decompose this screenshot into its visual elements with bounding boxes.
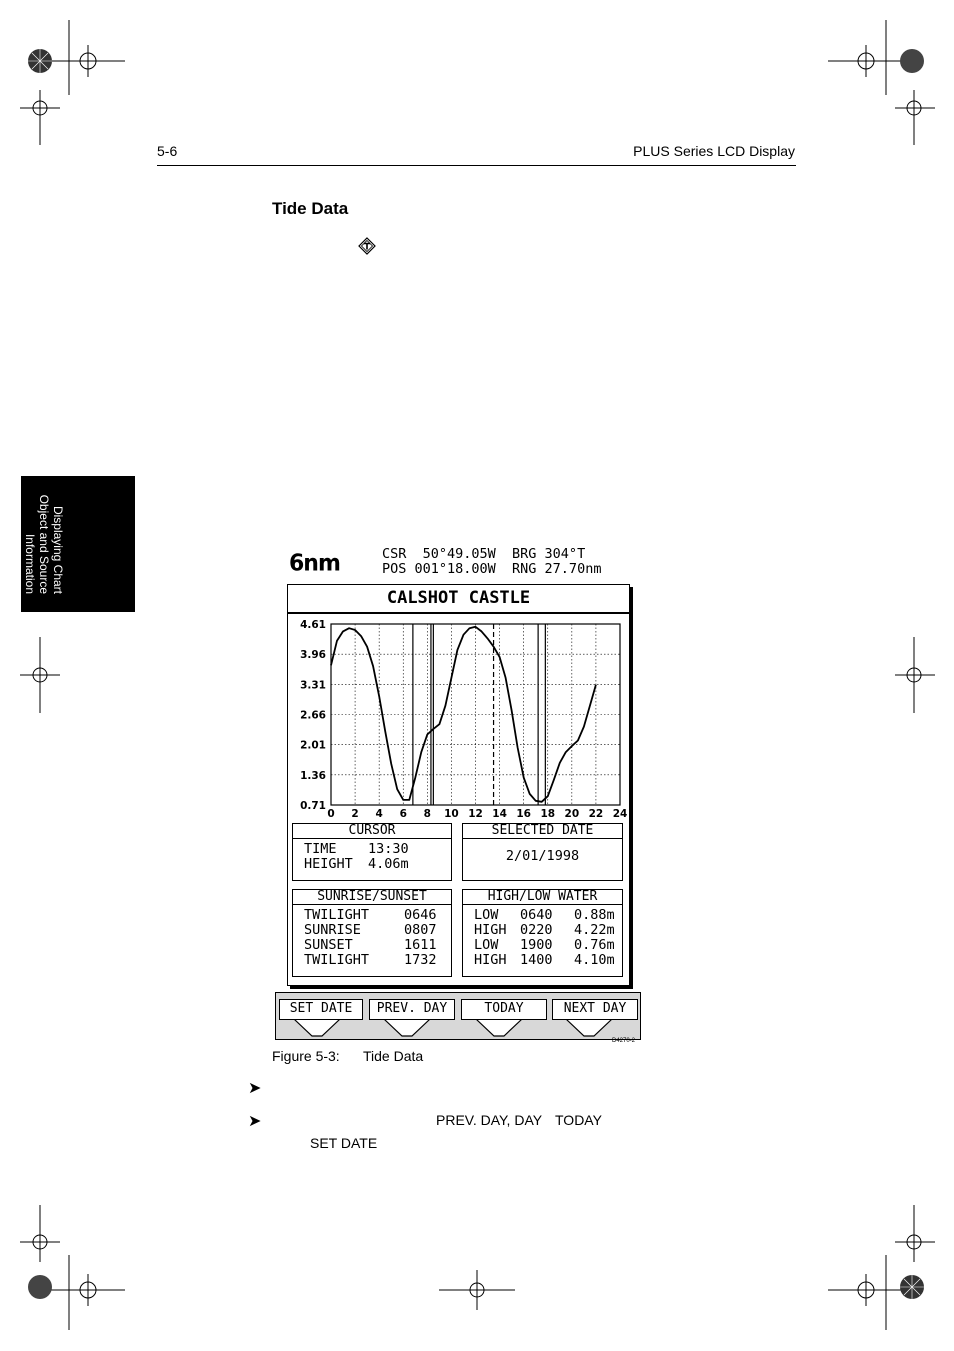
- chapter-tab: [21, 476, 135, 612]
- bullet-arrow-icon: ➤: [248, 1080, 262, 1097]
- tide-symbol-icon: [358, 237, 376, 255]
- sun-row-label: TWILIGHT: [304, 952, 370, 968]
- water-row-height: 4.10m: [574, 952, 615, 968]
- cursor-height-label: HEIGHT: [304, 856, 353, 872]
- sun-row-value: 0646: [404, 907, 437, 923]
- selected-date-box: [462, 823, 623, 881]
- chart-x-tick-label: 4: [375, 808, 383, 820]
- cursor-height-value: 4.06m: [368, 856, 409, 872]
- sun-row-label: SUNRISE: [304, 922, 361, 938]
- sun-row-label: TWILIGHT: [304, 907, 370, 923]
- today-button[interactable]: TODAY: [461, 999, 547, 1020]
- water-row-time: 1400: [520, 952, 553, 968]
- cursor-position-line: CSR 50°49.05W BRG 304°T: [382, 546, 586, 562]
- section-title: Tide Data: [272, 199, 349, 218]
- chapter-tab-line: Information: [23, 533, 37, 594]
- water-row-time: 0220: [520, 922, 553, 938]
- selected-date-title: SELECTED DATE: [463, 824, 622, 839]
- title-divider: [288, 612, 629, 614]
- water-row-height: 0.76m: [574, 937, 615, 953]
- chart-x-tick-label: 14: [492, 808, 507, 820]
- water-row-time: 0640: [520, 907, 553, 923]
- chart-x-tick-label: 2: [351, 808, 359, 820]
- cursor-box: [292, 823, 452, 881]
- sun-row-label: SUNSET: [304, 937, 353, 953]
- range-indicator: 6nm: [289, 550, 340, 577]
- chart-y-tick-label: 0.71: [300, 800, 326, 812]
- prev-day-button[interactable]: PREV. DAY: [369, 999, 455, 1020]
- header-rule: [157, 165, 796, 166]
- page-number: 5-6: [157, 143, 178, 159]
- water-row-type: LOW: [474, 937, 499, 953]
- chart-x-tick-label: 10: [444, 808, 459, 820]
- softkey-ref-prev-day: PREV. DAY, DAY: [436, 1112, 543, 1128]
- chapter-tab-line: Displaying Chart: [51, 505, 65, 594]
- chart-x-tick-label: 24: [612, 808, 628, 820]
- chart-y-tick-label: 2.66: [300, 709, 326, 722]
- chart-x-tick-label: 12: [468, 808, 483, 820]
- bullet-arrow-icon: ➤: [248, 1113, 262, 1130]
- sunrise-sunset-box: [292, 889, 452, 977]
- station-name: CALSHOT CASTLE: [386, 588, 531, 608]
- tide-panel: [287, 584, 630, 986]
- high-low-water-title: HIGH/LOW WATER: [463, 890, 622, 905]
- selected-date-value: 2/01/1998: [505, 848, 580, 864]
- water-row-time: 1900: [520, 937, 553, 953]
- water-row-type: HIGH: [474, 922, 507, 938]
- softkey-ref-today: TODAY: [555, 1112, 602, 1128]
- water-row-height: 4.22m: [574, 922, 615, 938]
- high-low-water-box: [462, 889, 623, 977]
- cursor-time-value: 13:30: [368, 841, 409, 857]
- chart-y-tick-label: 4.61: [300, 619, 326, 631]
- chart-x-tick-label: 20: [564, 808, 580, 820]
- chart-x-tick-label: 8: [423, 808, 431, 820]
- chart-y-tick-label: 3.96: [300, 649, 326, 662]
- sun-row-value: 0807: [404, 922, 437, 938]
- figure-caption: Tide Data: [363, 1048, 424, 1064]
- figure-label: Figure 5-3:: [272, 1048, 340, 1064]
- chapter-tab-line: Object and Source: [37, 494, 51, 594]
- chart-x-tick-label: 6: [399, 808, 407, 820]
- water-row-height: 0.88m: [574, 907, 615, 923]
- vessel-position-line: POS 001°18.00W RNG 27.70nm: [382, 561, 602, 577]
- document-title: PLUS Series LCD Display: [633, 143, 795, 159]
- softkey-bar: [275, 992, 641, 1040]
- chart-y-tick-label: 1.36: [300, 769, 326, 782]
- chart-y-tick-label: 2.01: [300, 739, 326, 752]
- chart-x-tick-label: 0: [327, 808, 335, 820]
- sun-row-value: 1611: [404, 937, 437, 953]
- softkey-ref-set-date: SET DATE: [310, 1135, 378, 1151]
- set-date-button[interactable]: SET DATE: [279, 999, 363, 1020]
- chart-x-tick-label: 22: [588, 808, 604, 820]
- chart-y-tick-label: 3.31: [300, 679, 326, 692]
- figure-code: D4270-2: [612, 1038, 636, 1044]
- cursor-box-title: CURSOR: [293, 824, 451, 839]
- water-row-type: HIGH: [474, 952, 507, 968]
- next-day-button[interactable]: NEXT DAY: [552, 999, 638, 1020]
- tide-height-chart: [288, 615, 629, 820]
- cursor-time-label: TIME: [304, 841, 337, 857]
- sun-row-value: 1732: [404, 952, 437, 968]
- sunrise-sunset-title: SUNRISE/SUNSET: [293, 890, 451, 905]
- chart-x-tick-label: 16: [516, 808, 531, 820]
- chart-x-tick-label: 18: [540, 808, 556, 820]
- water-row-type: LOW: [474, 907, 499, 923]
